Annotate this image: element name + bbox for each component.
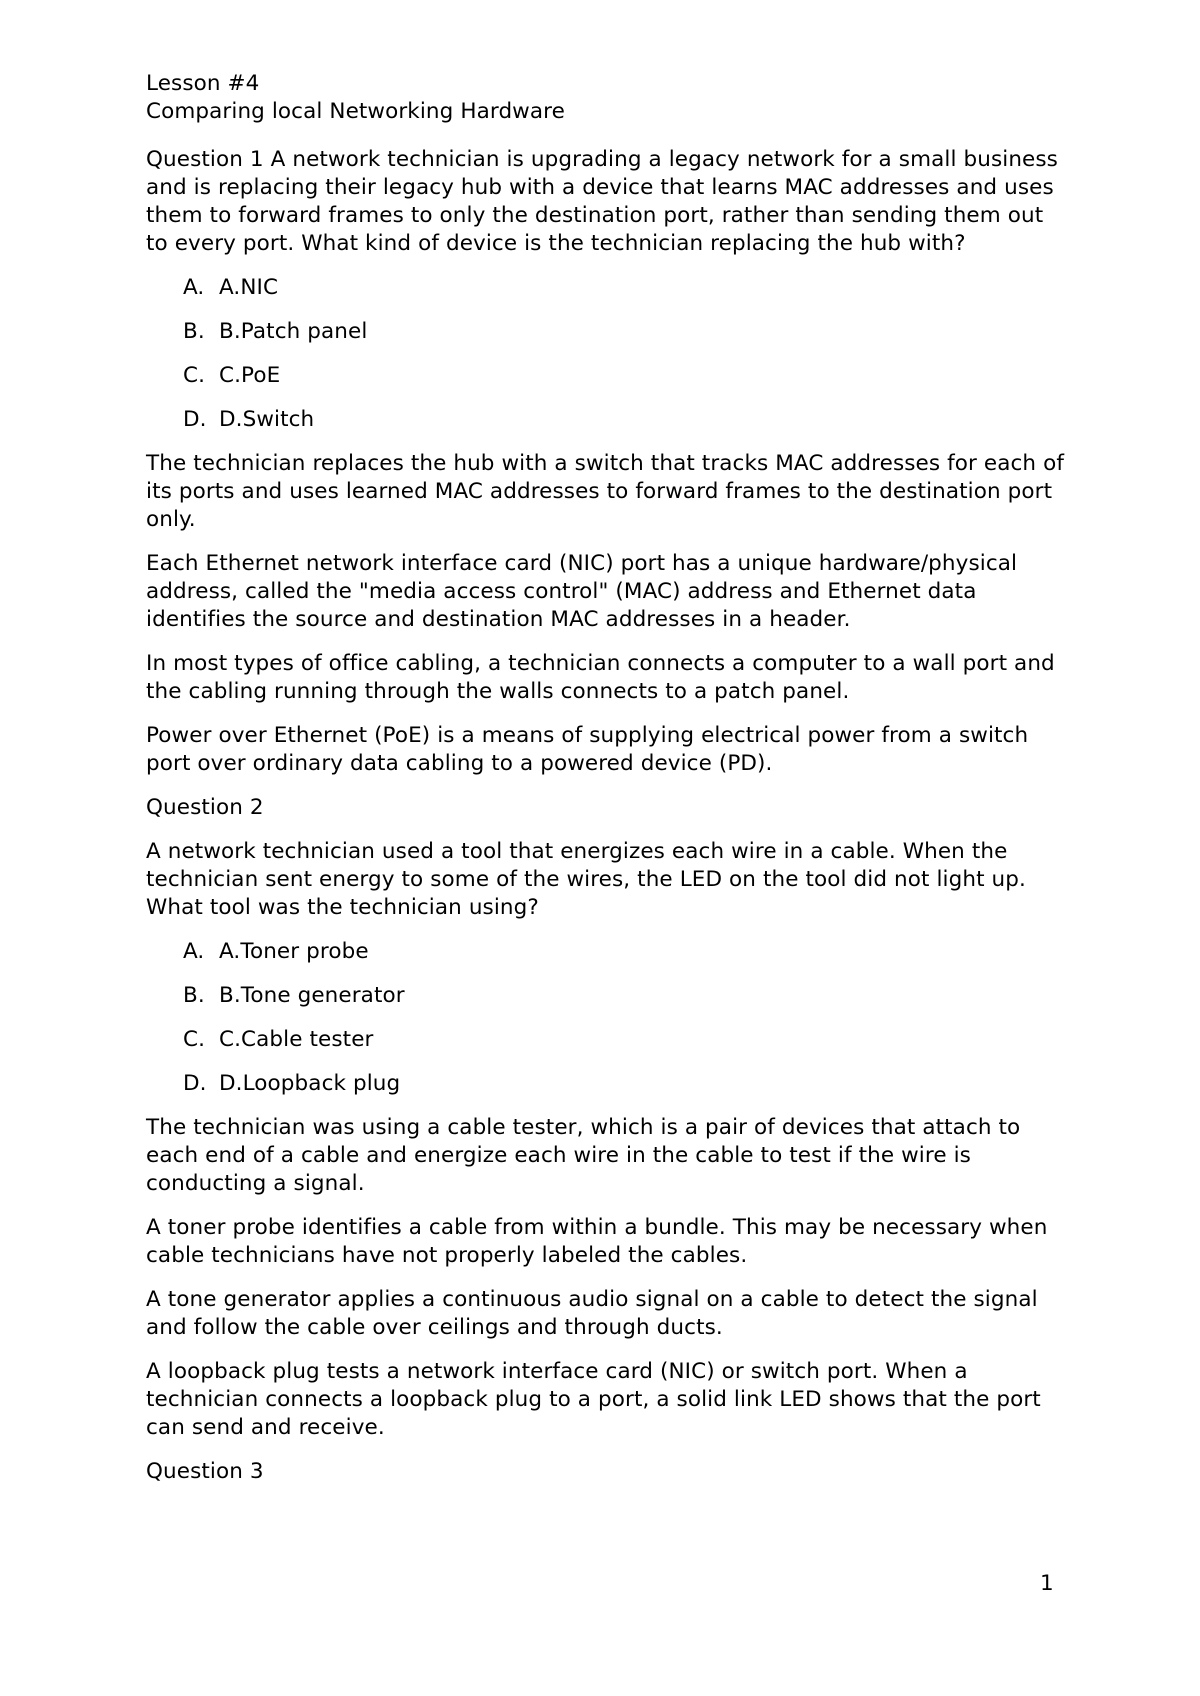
option-item — [183, 938, 1066, 966]
option-item — [183, 362, 1066, 390]
option-text: B.Patch panel — [219, 319, 368, 344]
option-text: B.Tone generator — [219, 983, 405, 1008]
option-item — [183, 318, 1066, 346]
explanation-paragraph: Power over Ethernet (PoE) is a means of supplying electrical power from a switch port over ordinary data cabling to a powered device (PD). — [146, 723, 1029, 776]
option-letter: A. — [183, 275, 205, 300]
question-2 — [146, 794, 1066, 1442]
question-1 — [146, 146, 1066, 778]
lesson-number: Lesson #4 — [146, 71, 260, 96]
explanation-paragraph: In most types of office cabling, a technician connects a computer to a wall port and the cabling running through the walls connects to a patch panel. — [146, 651, 1055, 704]
question-3-heading: Question 3 — [146, 1459, 264, 1484]
question-2-text: A network technician used a tool that energizes each wire in a cable. When the technician sent energy to some of the wires, the LED on the tool did not light up. What tool was the technician using? — [146, 839, 1026, 920]
explanation-paragraph: The technician replaces the hub with a switch that tracks MAC addresses for each of its ports and uses learned MAC addresses to forward frames to the destination port only. — [146, 451, 1065, 532]
explanation-paragraph: Each Ethernet network interface card (NIC) port has a unique hardware/physical address, called the "media access control" (MAC) address and Ethernet data identifies the source and destination MAC addresses in a header. — [146, 551, 1018, 632]
explanation-paragraph: A toner probe identifies a cable from within a bundle. This may be necessary when cable technicians have not properly labeled the cables. — [146, 1215, 1048, 1268]
option-letter: A. — [183, 939, 205, 964]
explanation-paragraph: The technician was using a cable tester, which is a pair of devices that attach to each end of a cable and energize each wire in the cable to test if the wire is conducting a signal. — [146, 1115, 1021, 1196]
option-item — [183, 274, 1066, 302]
option-item — [183, 1026, 1066, 1054]
document-page — [146, 70, 1066, 1502]
question-1-options — [146, 274, 1066, 434]
option-letter: D. — [183, 1071, 207, 1096]
option-text: A.NIC — [219, 275, 279, 300]
page-number: 1 — [1040, 1571, 1054, 1596]
title-block — [146, 70, 1066, 126]
option-item — [183, 406, 1066, 434]
option-item — [183, 1070, 1066, 1098]
option-text: D.Switch — [219, 407, 315, 432]
explanation-paragraph: A loopback plug tests a network interface card (NIC) or switch port. When a technician connects a loopback plug to a port, a solid link LED shows that the port can send and receive. — [146, 1359, 1041, 1440]
option-letter: B. — [183, 319, 205, 344]
option-text: A.Toner probe — [219, 939, 369, 964]
option-letter: D. — [183, 407, 207, 432]
question-2-options — [146, 938, 1066, 1098]
question-2-heading: Question 2 — [146, 795, 264, 820]
option-item — [183, 982, 1066, 1010]
option-text: C.Cable tester — [219, 1027, 374, 1052]
option-text: C.PoE — [219, 363, 281, 388]
option-text: D.Loopback plug — [219, 1071, 401, 1096]
option-letter: C. — [183, 1027, 206, 1052]
explanation-paragraph: A tone generator applies a continuous audio signal on a cable to detect the signal and follow the cable over ceilings and through ducts. — [146, 1287, 1038, 1340]
option-letter: B. — [183, 983, 205, 1008]
question-1-text: Question 1 A network technician is upgrading a legacy network for a small business and is replacing their legacy hub with a device that learns MAC addresses and uses them to forward frames to only the destination port, rather than sending them out to every port. What kind of device is the technician replacing the hub with? — [146, 147, 1058, 256]
lesson-title: Comparing local Networking Hardware — [146, 99, 565, 124]
question-3 — [146, 1458, 1066, 1486]
option-letter: C. — [183, 363, 206, 388]
